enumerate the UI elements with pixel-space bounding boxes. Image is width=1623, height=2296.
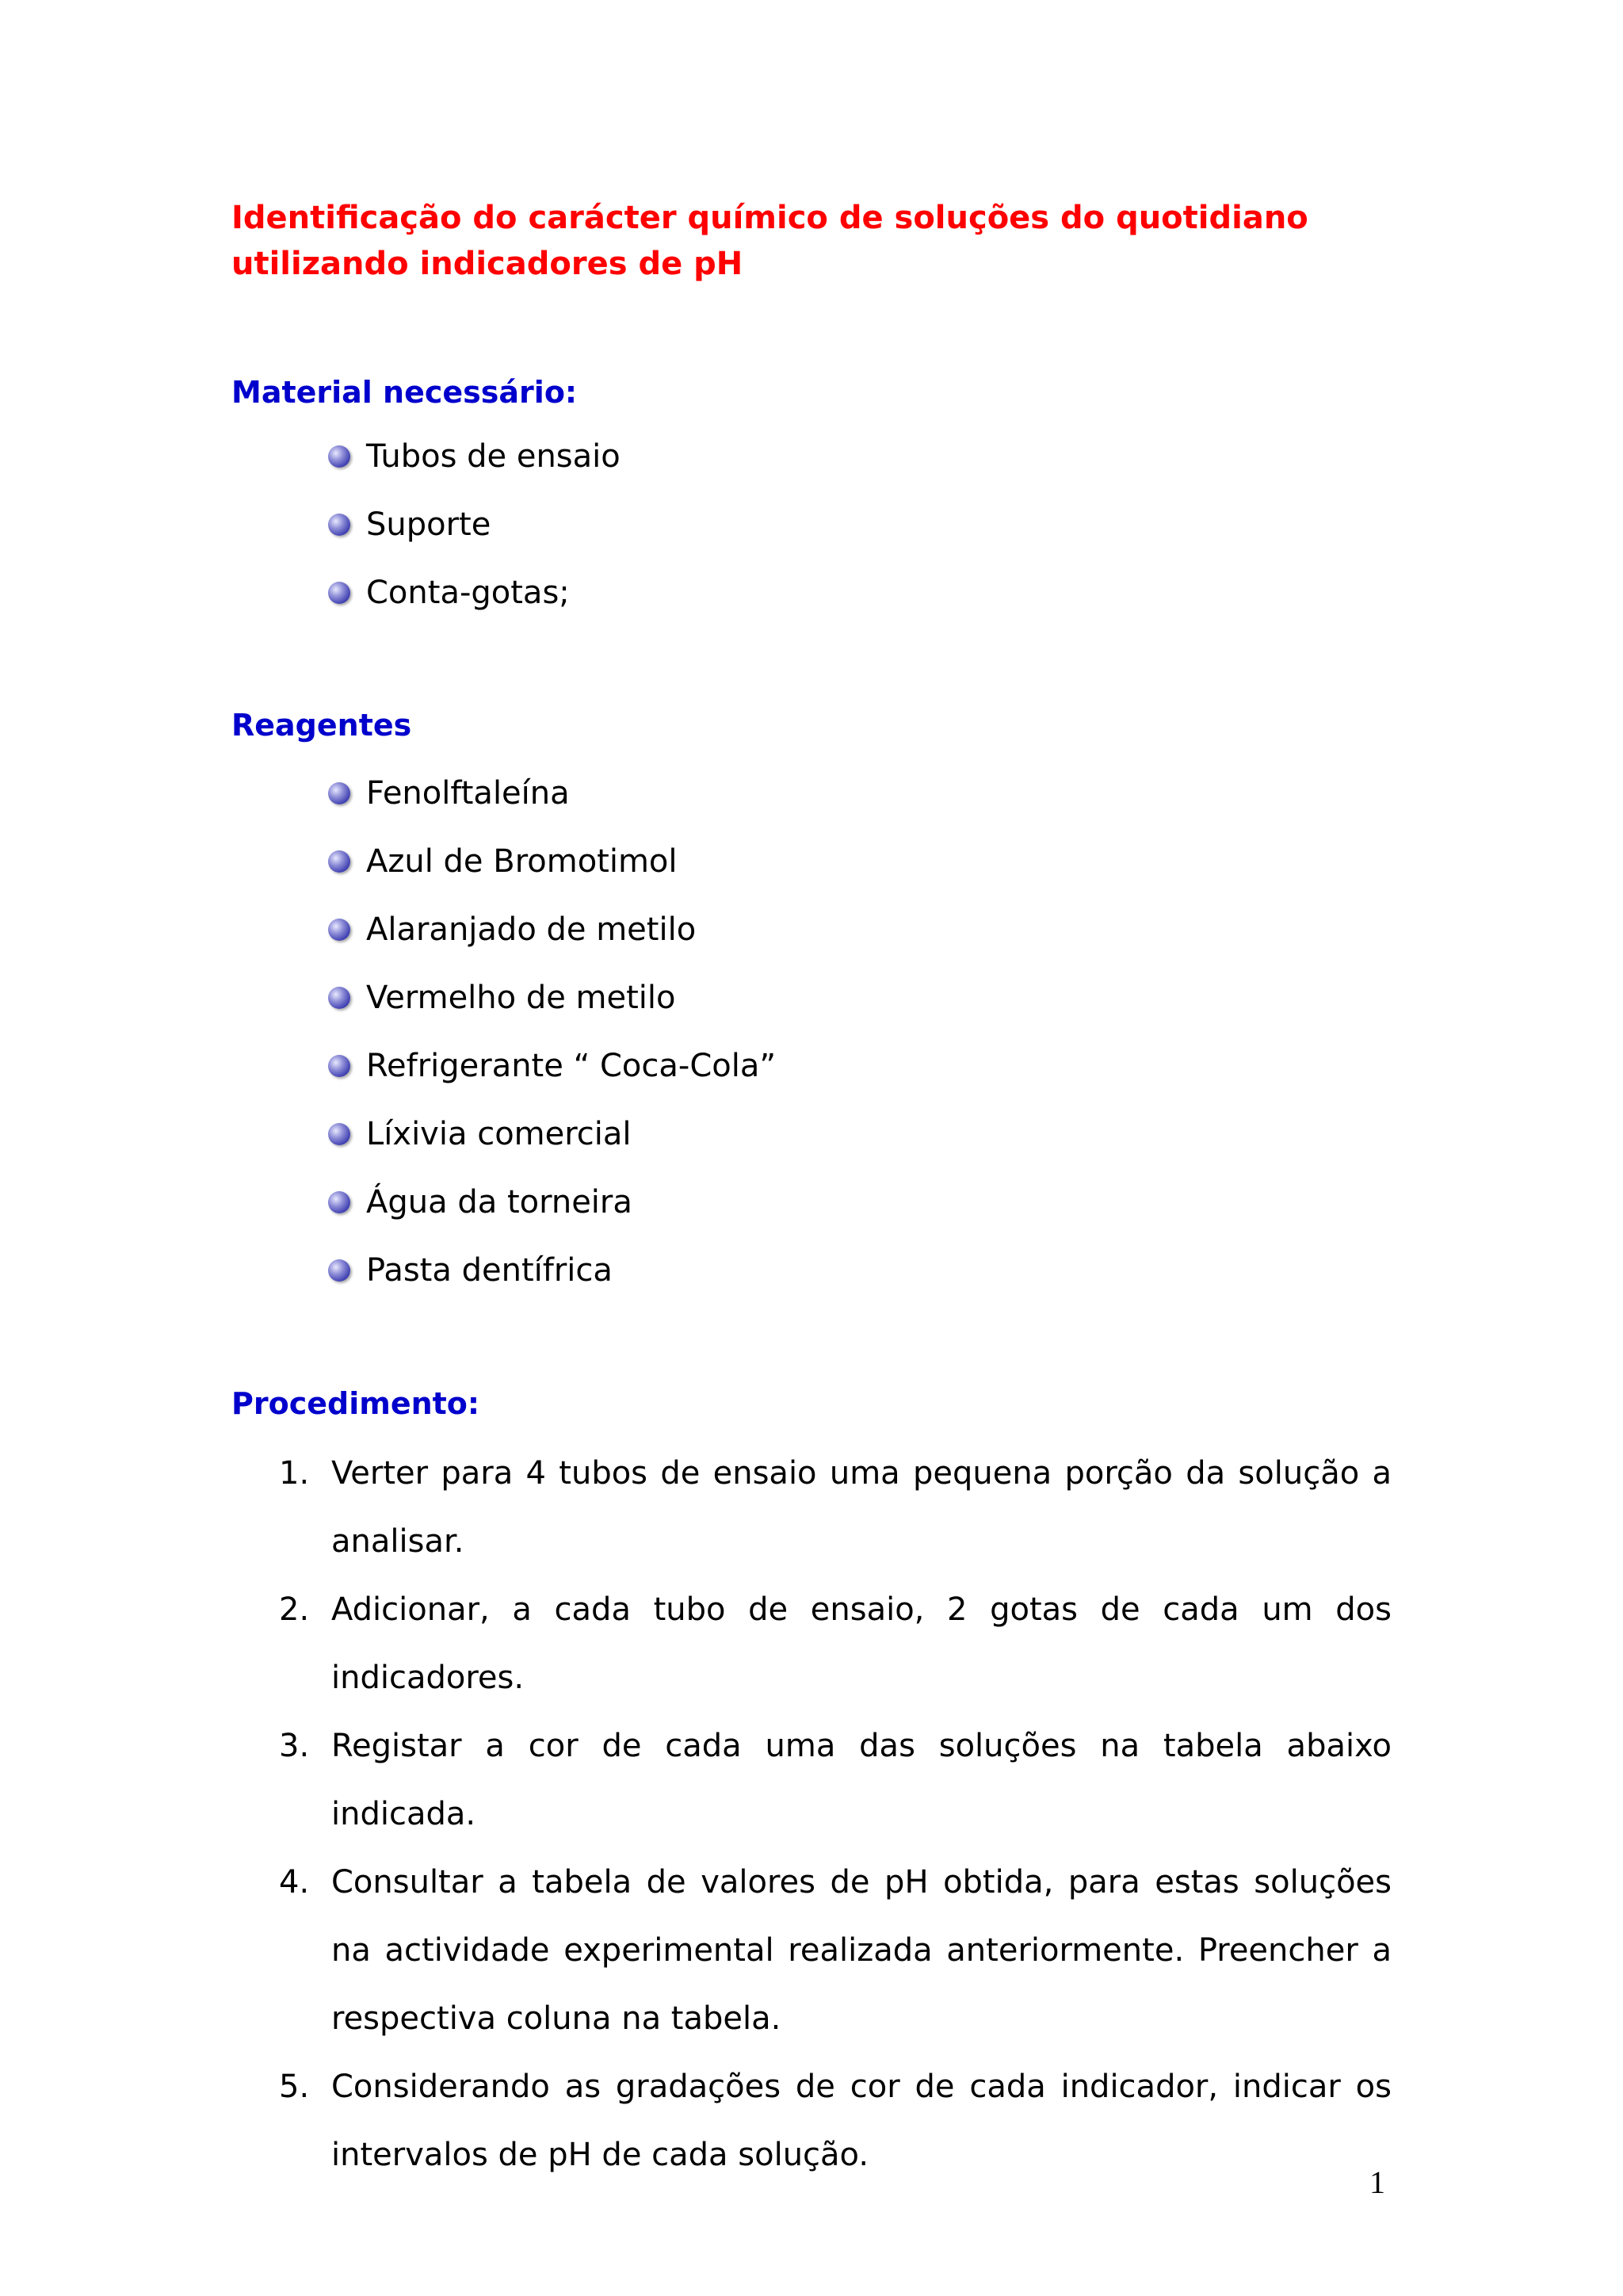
material-heading: Material necessário: [231, 375, 578, 410]
list-item [328, 759, 776, 827]
sphere-bullet-icon [328, 514, 350, 536]
step-number: 5. [279, 2069, 310, 2105]
step-number: 3. [279, 1728, 310, 1764]
procedure-list [279, 1439, 1392, 2189]
sphere-bullet-icon [328, 1055, 350, 1077]
sphere-bullet-icon [328, 850, 350, 873]
list-item [328, 827, 776, 896]
list-item [328, 491, 621, 559]
step-number: 1. [279, 1455, 310, 1492]
step-text: Registar a cor de cada uma das soluções na tabela abaixo indicada. [331, 1728, 1392, 1832]
sphere-bullet-icon [328, 445, 350, 468]
step-text: Adicionar, a cada tubo de ensaio, 2 gotas de cada um dos indicadores. [331, 1591, 1392, 1696]
sphere-bullet-icon [328, 1123, 350, 1145]
list-item-label: Refrigerante “ Coca-Cola” [366, 1048, 777, 1084]
list-item-label: Fenolftaleína [366, 775, 570, 812]
list-item-label: Conta-gotas; [366, 575, 570, 611]
procedure-step [279, 1848, 1392, 2053]
reagentes-list [328, 759, 776, 1305]
step-text: Considerando as gradações de cor de cada indicador, indicar os intervalos de pH de cada solução. [331, 2069, 1392, 2173]
list-item [328, 896, 776, 964]
sphere-bullet-icon [328, 782, 350, 804]
step-number: 4. [279, 1864, 310, 1901]
procedure-step [279, 2053, 1392, 2189]
material-list [328, 422, 621, 627]
list-item [328, 1100, 776, 1168]
list-item-label: Alaranjado de metilo [366, 911, 697, 948]
list-item-label: Líxivia comercial [366, 1116, 632, 1152]
procedure-step [279, 1576, 1392, 1712]
list-item-label: Suporte [366, 506, 491, 543]
list-item [328, 964, 776, 1032]
document-title: Identificação do carácter químico de soluções do quotidiano utilizando indicadores de pH [231, 200, 1308, 282]
list-item-label: Água da torneira [366, 1184, 632, 1221]
list-item-label: Tubos de ensaio [366, 438, 621, 475]
sphere-bullet-icon [328, 1191, 350, 1213]
step-text: Verter para 4 tubos de ensaio uma pequena porção da solução a analisar. [331, 1455, 1392, 1560]
list-item [328, 1032, 776, 1100]
procedure-step [279, 1712, 1392, 1848]
step-number: 2. [279, 1591, 310, 1628]
sphere-bullet-icon [328, 582, 350, 604]
sphere-bullet-icon [328, 1259, 350, 1282]
list-item [328, 559, 621, 627]
step-text: Consultar a tabela de valores de pH obtida, para estas soluções na actividade experimental realizada anteriormente. Preencher a respectiva coluna na tabela. [331, 1864, 1392, 2037]
sphere-bullet-icon [328, 919, 350, 941]
procedimento-heading: Procedimento: [231, 1386, 480, 1421]
list-item [328, 1236, 776, 1305]
page-number: 1 [1369, 2164, 1385, 2200]
list-item-label: Azul de Bromotimol [366, 843, 678, 880]
procedure-step [279, 1439, 1392, 1576]
reagentes-heading: Reagentes [231, 708, 412, 743]
list-item [328, 422, 621, 491]
list-item-label: Pasta dentífrica [366, 1252, 613, 1289]
sphere-bullet-icon [328, 987, 350, 1009]
list-item [328, 1168, 776, 1236]
list-item-label: Vermelho de metilo [366, 980, 676, 1016]
